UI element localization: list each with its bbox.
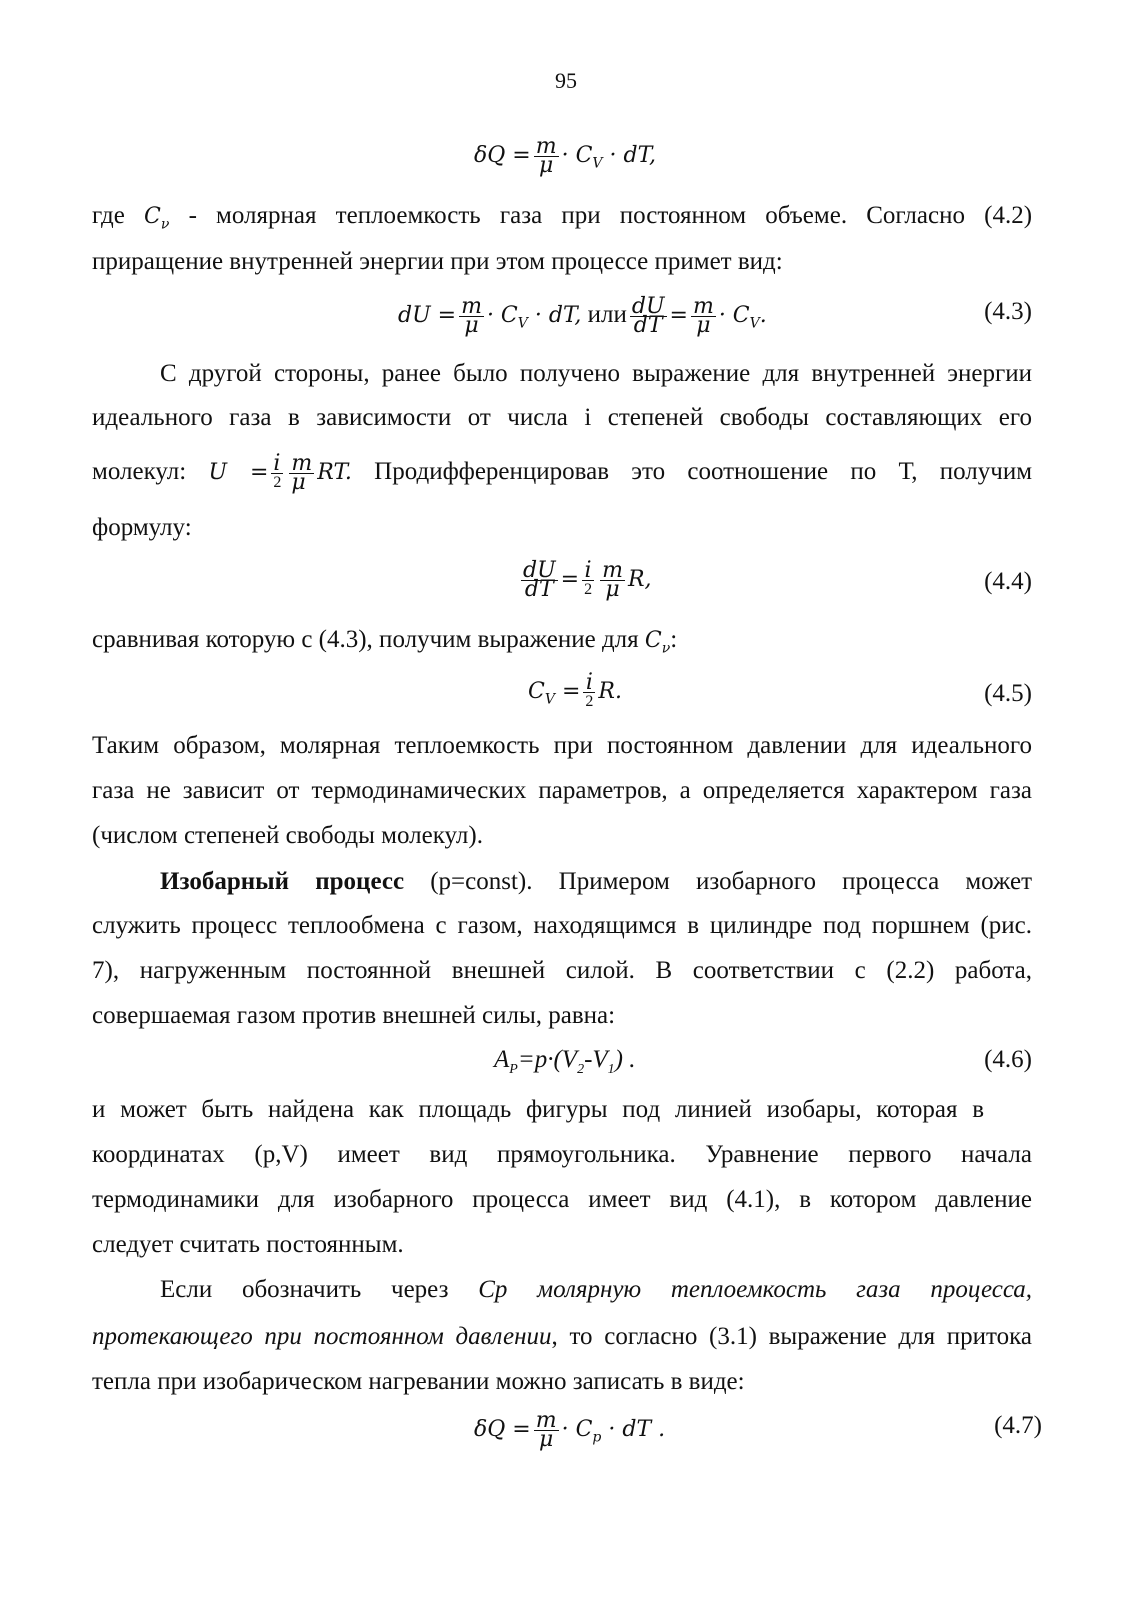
text-line: тепла при изобарическом нагревании можно записать в виде:	[92, 1368, 745, 1395]
text-line: протекающего при постоянном давлении, то согласно (3.1) выражение для притока	[92, 1323, 1032, 1350]
document-page: 95 δQ = $\frac{m}{\mu}$ · $C_V$ · dT, где $C_\nu$ - молярная теплоемкость газа при постоянном объеме. Согласно (4.2) приращение внутренней энергии при этом процессе примет вид: dU = $\frac{m}{\mu}$ · $C_V$ · dT, или $\frac{dU}{dT}$ = $\frac{m}{\mu}$ · $C_V$. (4.3) С другой стороны, ранее было получено выражение для внутренней энергии идеального газа в зависимости от числа i степеней свободы составляющих его молекул: U = $\frac{i}{2}$ $\frac{m}{\mu}$ RT. Продифференцировав это соотношение по Т, получим формулу: $\frac{dU}{dT}$ = $\frac{i}{2}$ $\frac{m}{\mu}$ R, (4.4) сравнивая которую с (4.3), получим выражение для $C_\nu$: $C_V$ = $\frac{i}{2}$ R. (4.5) Таким образом, молярная теплоемкость при постоянном давлении для идеального газа не зависит от термодинамических параметров, а определяется характером газа (числом степеней свободы молекул). Изобарный процесс (p=const). Примером изобарного процесса может служить процесс теплообмена с газом, находящимся в цилиндре под поршнем (рис. 7), нагруженным постоянной внешней силой. В соответствии с (2.2) работа, совершаемая газом против внешней силы, равна: $A_P=p\cdot(V_2-V_1)$ . (4.6) и может быть найдена как площадь фигуры под линией изобары, которая в координатах (p,V) имеет вид прямоугольника. Уравнение первого начала термодинамики для изобарного процесса имеет вид (4.1), в котором давление следует считать постоянным. Если обозначить через Cp молярную теплоемкость газа процесса, протекающего при постоянном давлении, то согласно (3.1) выражение для притока тепла при изобарическом нагревании можно записать в виде: δQ = $\frac{m}{\mu}$ · $C_p$ · dT . (4.7)	[0, 0, 1132, 1601]
text-line: где $C_\nu$ - молярная теплоемкость газа при постоянном объеме. Согласно (4.2)	[92, 202, 1033, 233]
equation-number: (4.5)	[984, 680, 1032, 707]
text-line: термодинамики для изобарного процесса имеет вид (4.1), в котором давление	[92, 1186, 1032, 1213]
equation-number: (4.7)	[994, 1412, 1042, 1439]
text-line: приращение внутренней энергии при этом процессе примет вид:	[92, 248, 783, 275]
text-line: молекул: U = $\frac{i}{2}$ $\frac{m}{\mu}$ RT. Продифференцировав это соотношение по Т, получим	[92, 451, 1033, 495]
equation-number: (4.4)	[984, 568, 1032, 595]
equation-number: (4.3)	[984, 298, 1032, 325]
text-line: сравнивая которую с (4.3), получим выражение для $C_\nu$:	[92, 626, 678, 657]
text-line: совершаемая газом против внешней силы, равна:	[92, 1002, 616, 1029]
text-line: и может быть найдена как площадь фигуры под линией изобары, которая в	[92, 1096, 984, 1123]
text-line: Таким образом, молярная теплоемкость при постоянном давлении для идеального	[92, 732, 1032, 759]
text-line: Изобарный процесс (p=const). Примером изобарного процесса может	[160, 868, 1032, 895]
page-number: 95	[555, 68, 577, 93]
text-line: идеального газа в зависимости от числа i степеней свободы составляющих его	[92, 404, 1032, 431]
text-line: газа не зависит от термодинамических параметров, а определяется характером газа	[92, 777, 1032, 804]
text-line: следует считать постоянным.	[92, 1231, 404, 1258]
text-line: формулу:	[92, 514, 192, 541]
text-line: координатах (p,V) имеет вид прямоугольника. Уравнение первого начала	[92, 1141, 1032, 1168]
text-line: 7), нагруженным постоянной внешней силой. В соответствии с (2.2) работа,	[92, 957, 1032, 984]
text-line: (числом степеней свободы молекул).	[92, 822, 483, 849]
text-line: служить процесс теплообмена с газом, находящимся в цилиндре под поршнем (рис.	[92, 912, 1032, 939]
text-line: Если обозначить через Cp молярную теплоемкость газа процесса,	[160, 1276, 1033, 1303]
equation-number: (4.6)	[984, 1046, 1032, 1073]
text-line: С другой стороны, ранее было получено выражение для внутренней энергии	[160, 360, 1032, 387]
